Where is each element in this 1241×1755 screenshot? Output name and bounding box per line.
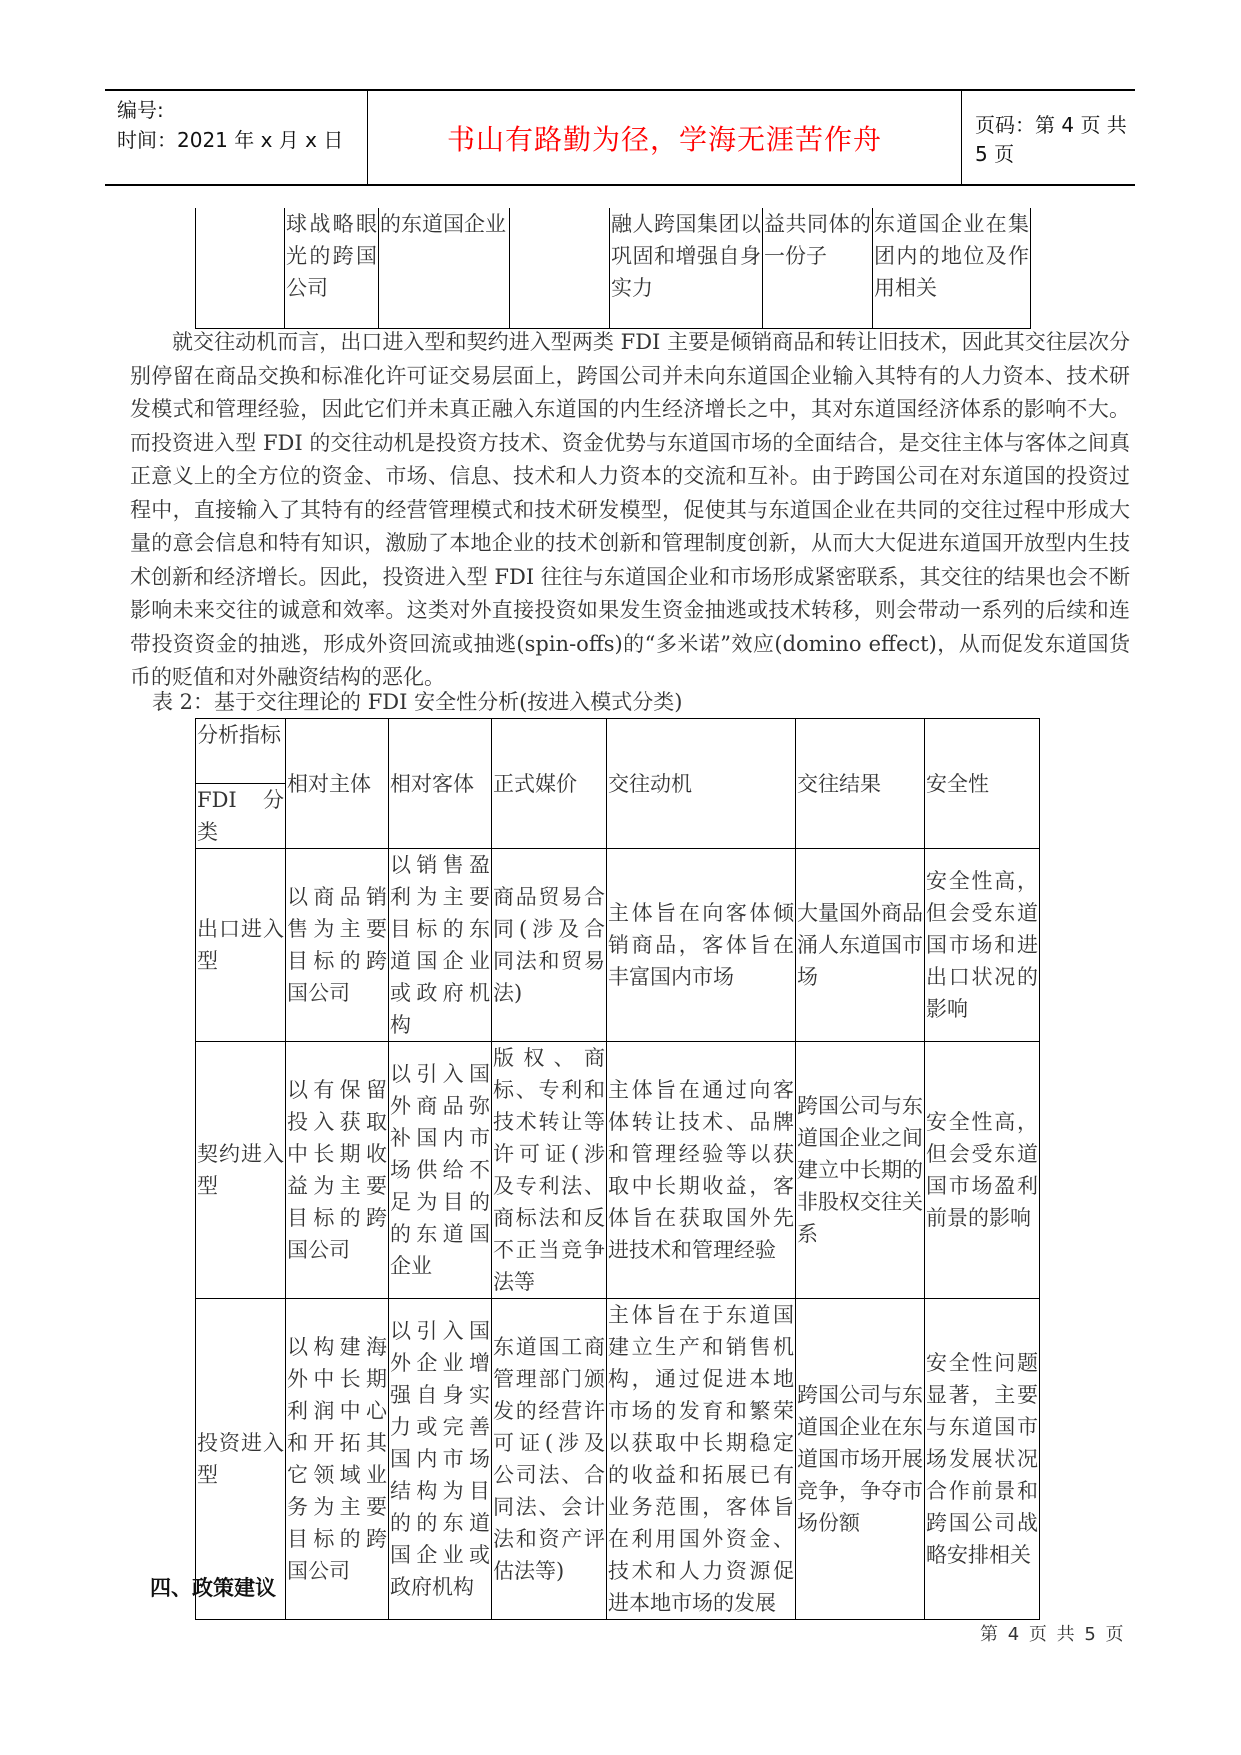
table-cell: 东道国工商管理部门颁发的经营许可证(涉及公司法、合同法、会计法和资产评估法等): [492, 1299, 607, 1620]
table-cell: 安全性高，但会受东道国市场盈利前景的影响: [925, 1042, 1040, 1299]
column-header: 正式媒价: [492, 719, 607, 849]
time-label: 时间：2021 年 x 月 x 日: [117, 128, 344, 152]
column-header: 相对客体: [389, 719, 492, 849]
table-cell: 以引入国外商品弥补国内市场供给不足为目的的东道国企业: [389, 1042, 492, 1299]
paragraph: 就交往动机而言，出口进入型和契约进入型两类 FDI 主要是倾销商品和转让旧技术，因此其交往层次分别停留在商品交换和标准化许可证交易层面上，跨国公司并未向东道国企业输入其特有的人力资本、技术研发模式和管理经验，因此它们并未真正融入东道国的内生经济增长之中，其对东道国经济体系的影响不大。而投资进入型 FDI 的交往动机是投资方技术、资金优势与东道国市场的全面结合，是交往主体与客体之间真正意义上的全方位的资金、市场、信息、技术和人力资本的交流和互补。由于跨国公司在对东道国的投资过程中，直接输入了其特有的经营管理模式和技术研发模型，促使其与东道国企业在共同的交往过程中形成大量的意会信息和特有知识，激励了本地企业的技术创新和管理制度创新，从而大大促进东道国开放型内生技术创新和经济增长。因此，投资进入型 FDI 往往与东道国企业和市场形成紧密联系，其交往的结果也会不断影响未来交往的诚意和效率。这类对外直接投资如果发生资金抽逃或技术转移，则会带动一系列的后续和连带投资资金的抽逃，形成外资回流或抽逃(spin-offs)的“多米诺”效应(domino effect)，从而促发东道国货币的贬值和对外融资结构的恶化。: [130, 330, 1130, 689]
table-cell: 融人跨国集团以巩固和增强自身实力: [610, 208, 763, 329]
column-header: 相对主体: [286, 719, 389, 849]
row-label: 契约进入型: [196, 1042, 286, 1299]
table-cell: 跨国公司与东道国企业之间建立中长期的非股权交往关系: [796, 1042, 925, 1299]
table-row: [196, 849, 1040, 1042]
body-text: [130, 326, 1130, 695]
table-cell: 主体旨在通过向客体转让技术、品牌和管理经验等以获取中长期收益，客体旨在获取国外先进技术和管理经验: [607, 1042, 796, 1299]
section-heading: 四、政策建议: [150, 1576, 276, 1600]
header-page-code: 页码：第 4 页 共 5 页: [975, 112, 1127, 166]
row-label: 投资进入型: [196, 1299, 286, 1620]
table-cell: 东道国企业在集团内的地位及作用相关: [873, 208, 1031, 329]
table-cell: 以商品销售为主要目标的跨国公司: [286, 849, 389, 1042]
table-cell: 球战略眼光的跨国公司: [285, 208, 379, 329]
table-cell: 跨国公司与东道国企业在东道国市场开展竞争，争夺市场份额: [796, 1299, 925, 1620]
table-cell: 以销售盈利为主要目标的东道国企业或政府机构: [389, 849, 492, 1042]
table-cell: 以有保留投入获取中长期收益为主要目标的跨国公司: [286, 1042, 389, 1299]
table1-continuation: [195, 208, 1031, 329]
table2: [195, 718, 1040, 1620]
table-cell: 主体旨在于东道国建立生产和销售机构，通过促进本地市场的发育和繁荣以获取中长期稳定的收益和拓展已有业务范围，客体旨在利用国外资金、技术和人力资源促进本地市场的发展: [607, 1299, 796, 1620]
header-divider: [961, 91, 962, 184]
column-header: 交往动机: [607, 719, 796, 849]
table-cell: 安全性高，但会受东道国市场和进出口状况的影响: [925, 849, 1040, 1042]
table-cell: 大量国外商品涌人东道国市场: [796, 849, 925, 1042]
table-header-row: [196, 719, 1040, 849]
table-row: [196, 1299, 1040, 1620]
table-cell: 版权、商标、专利和技术转让等许可证(涉及专利法、商标法和反不正当竞争法等: [492, 1042, 607, 1299]
page-header: [105, 89, 1135, 186]
table-row: [196, 208, 1031, 329]
corner-bottom: FDI 分类: [197, 788, 284, 844]
row-label: 出口进入型: [196, 849, 286, 1042]
table-cell: 安全性问题显著，主要与东道国市场发展状况合作前景和跨国公司战略安排相关: [925, 1299, 1040, 1620]
table-cell: 以构建海外中长期利润中心和开拓其它领域业务为主要目标的跨国公司: [286, 1299, 389, 1620]
column-header: 交往结果: [796, 719, 925, 849]
table2-caption: 表 2：基于交往理论的 FDI 安全性分析(按进入模式分类): [152, 690, 683, 714]
table-cell: 的东道国企业: [379, 208, 510, 329]
serial-label: 编号:: [117, 98, 164, 122]
table-row: [196, 1042, 1040, 1299]
table-cell: [196, 208, 285, 329]
header-meta: [117, 95, 357, 155]
table-cell: 主体旨在向客体倾销商品，客体旨在丰富国内市场: [607, 849, 796, 1042]
corner-top: 分析指标: [196, 719, 285, 784]
table-cell: [510, 208, 610, 329]
corner-header-cell: [196, 719, 286, 849]
page-footer: 第 4 页 共 5 页: [980, 1624, 1124, 1645]
table-cell: 以引入国外企业增强自身实力或完善国内市场结构为目的的东道国企业或政府机构: [389, 1299, 492, 1620]
table-cell: 益共同体的一份子: [763, 208, 873, 329]
table-cell: 商品贸易合同(涉及合同法和贸易法): [492, 849, 607, 1042]
column-header: 安全性: [925, 719, 1040, 849]
header-motto: 书山有路勤为径，学海无涯苦作舟: [446, 122, 882, 156]
